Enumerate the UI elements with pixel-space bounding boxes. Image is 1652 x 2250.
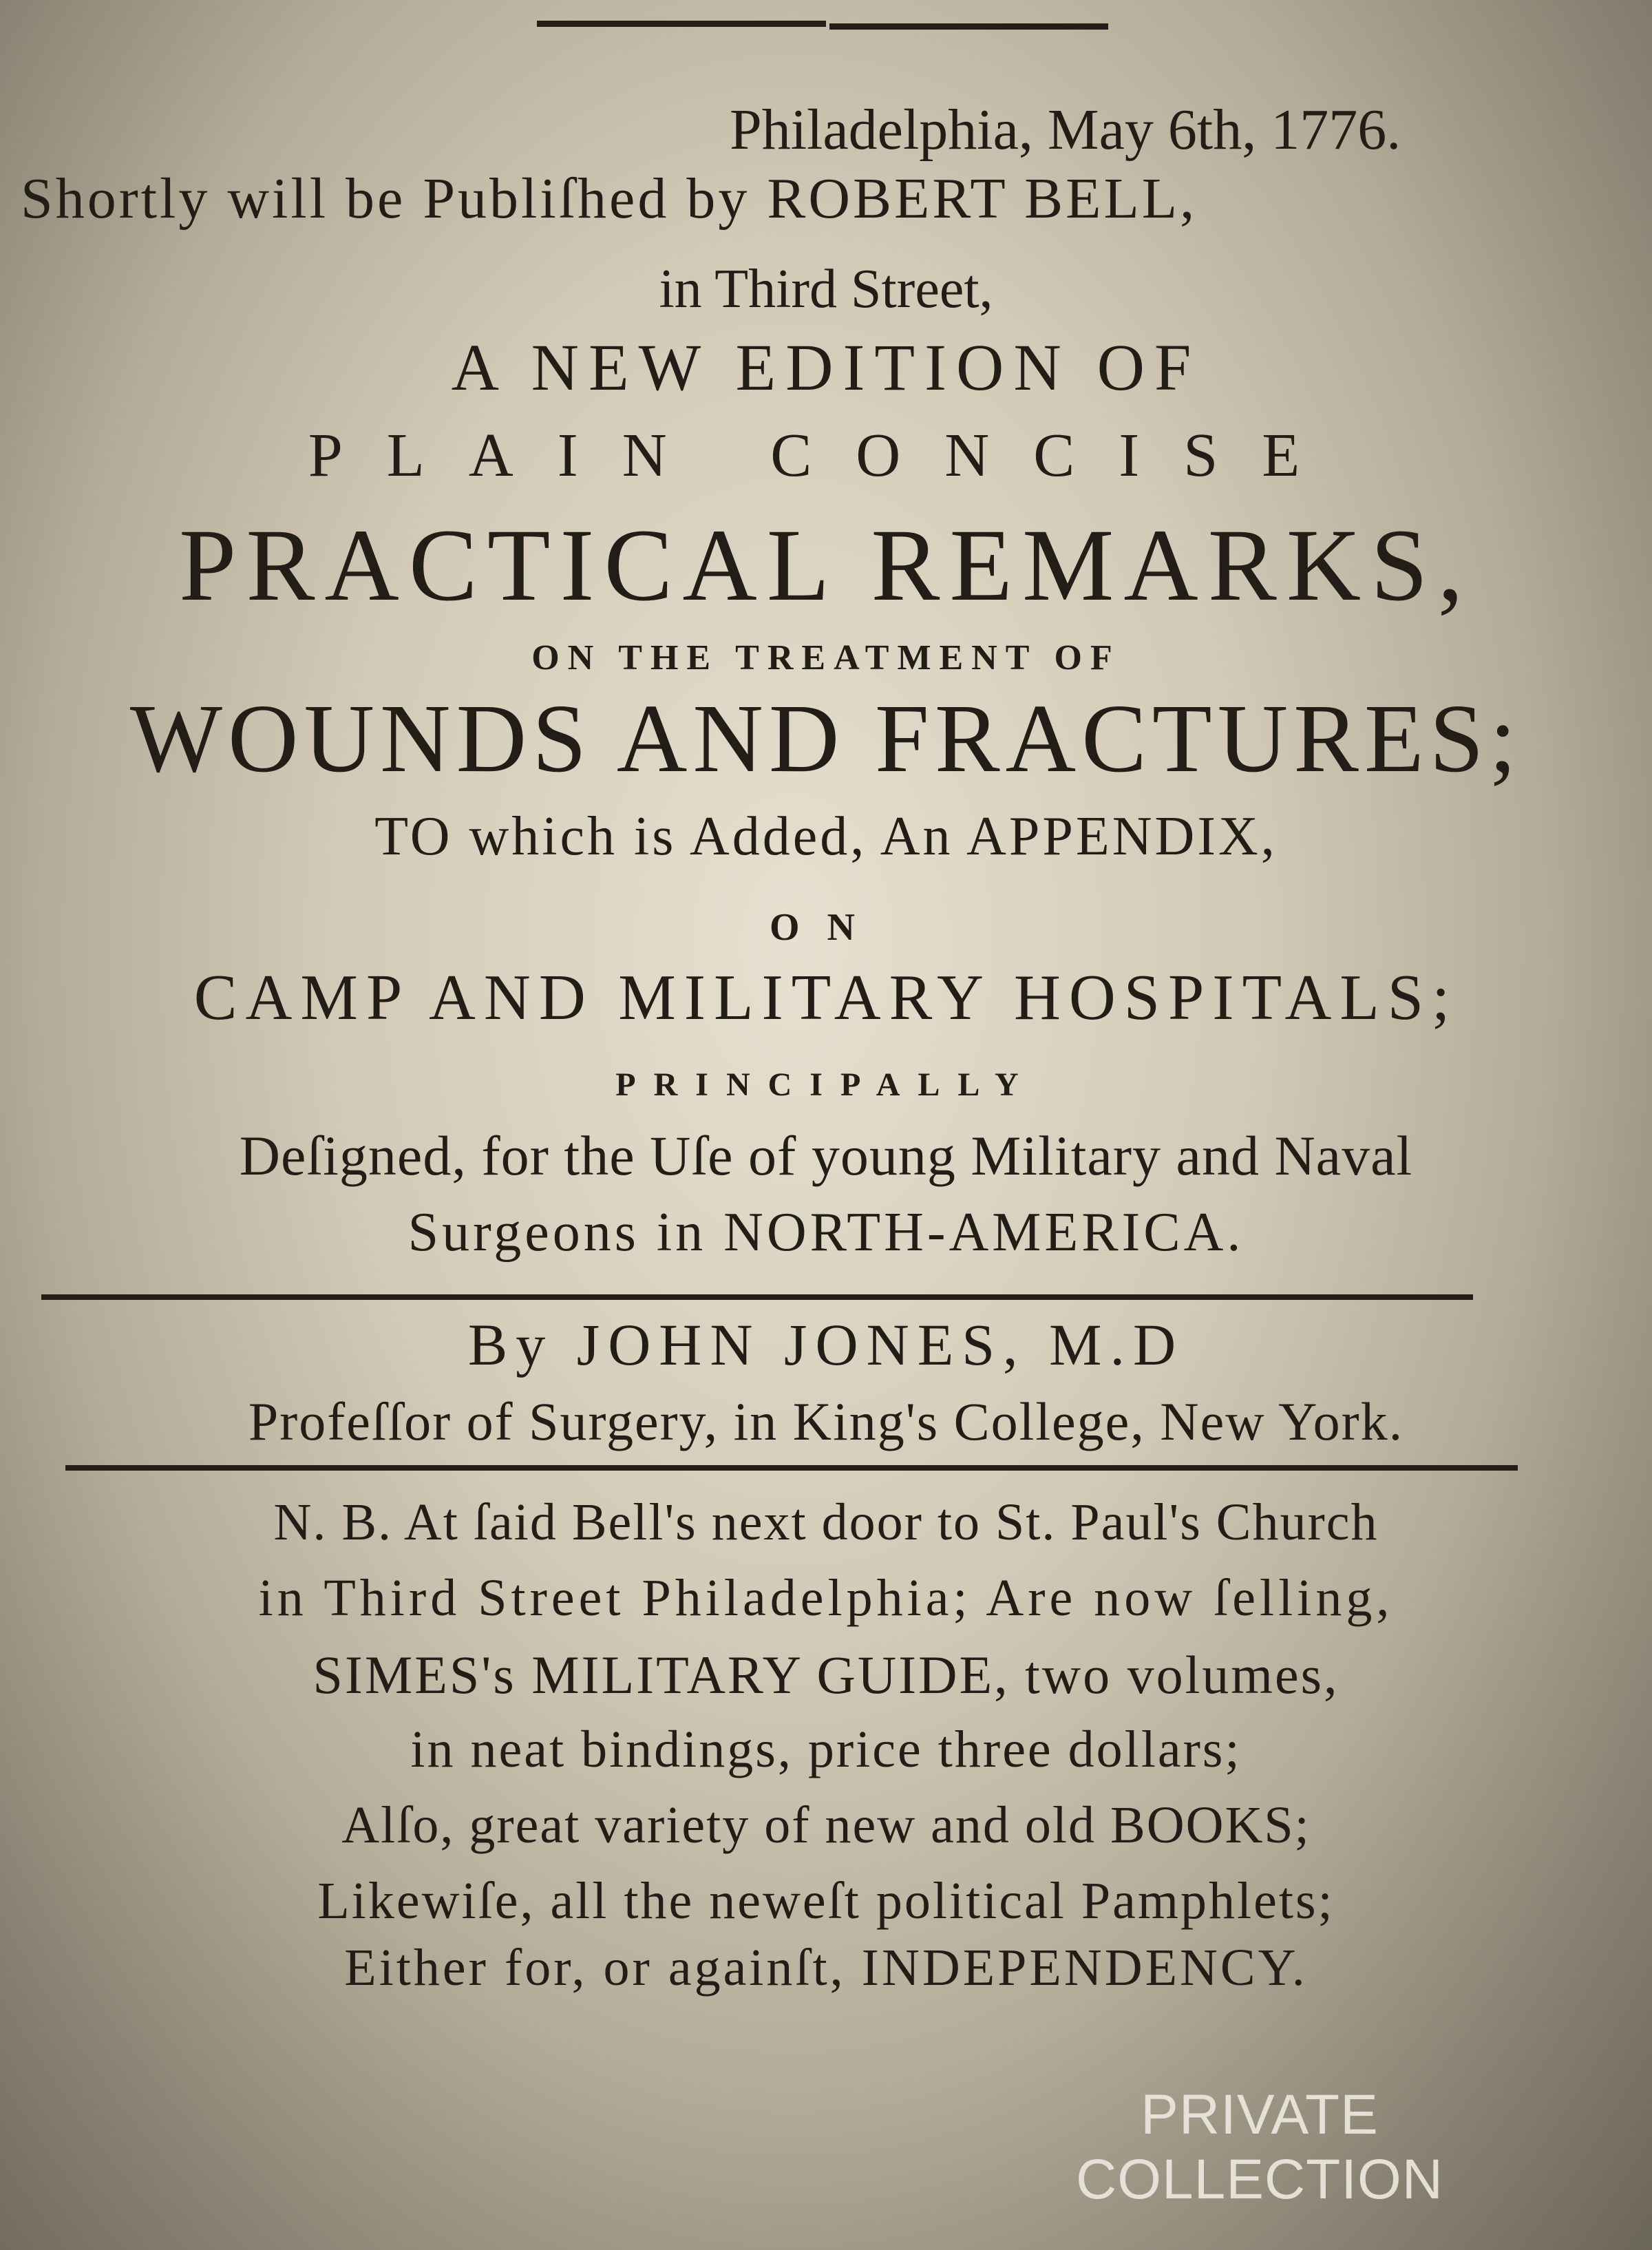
rule-above-author <box>41 1294 1473 1300</box>
appendix-line: TO which is Added, An APPENDIX, <box>374 806 1278 867</box>
title-plain-concise: PLAIN CONCISE <box>308 421 1344 490</box>
surgeons-line: Surgeons in NORTH-AMERICA. <box>407 1202 1245 1263</box>
nb-line-5: Alſo, great variety of new and old BOOKS; <box>341 1796 1311 1854</box>
designed-line: Deſigned, for the Uſe of young Military and Naval <box>239 1124 1413 1187</box>
nb-line-6: Likewiſe, all the neweſt political Pamphlets; <box>317 1872 1335 1930</box>
dateline: Philadelphia, May 6th, 1776. <box>730 98 1401 162</box>
rule-below-author <box>65 1465 1518 1471</box>
watermark: PRIVATE COLLECTION <box>1076 2083 1443 2211</box>
author-line: By JOHN JONES, M.D <box>467 1312 1185 1378</box>
principally-line: PRINCIPALLY <box>615 1066 1037 1103</box>
title-wounds-fractures: WOUNDS AND FRACTURES; <box>129 684 1523 792</box>
address: in Third Street, <box>659 259 993 319</box>
top-rule-left <box>537 21 826 27</box>
treatment-line: ON THE TREATMENT OF <box>531 638 1121 677</box>
edition-line: A NEW EDITION OF <box>451 330 1201 404</box>
nb-line-4: in neat bindings, price three dollars; <box>410 1721 1242 1778</box>
nb-line-3: SIMES's MILITARY GUIDE, two volumes, <box>313 1645 1339 1705</box>
nb-line-2: in Third Street Philadelphia; Are now ſelling, <box>258 1569 1394 1627</box>
announcement: Shortly will be Publiſhed by ROBERT BELL, <box>21 167 1198 231</box>
professor-line: Profeſſor of Surgery, in King's College, New York. <box>248 1391 1404 1451</box>
title-practical-remarks: PRACTICAL REMARKS, <box>178 508 1474 622</box>
top-rule-right <box>829 23 1108 30</box>
on-line: ON <box>770 906 882 949</box>
nb-line-7: Either for, or againſt, INDEPENDENCY. <box>344 1939 1308 1997</box>
title-camp-hospitals: CAMP AND MILITARY HOSPITALS; <box>193 962 1459 1033</box>
nb-line-1: N. B. At ſaid Bell's next door to St. Paul's Church <box>273 1493 1379 1551</box>
